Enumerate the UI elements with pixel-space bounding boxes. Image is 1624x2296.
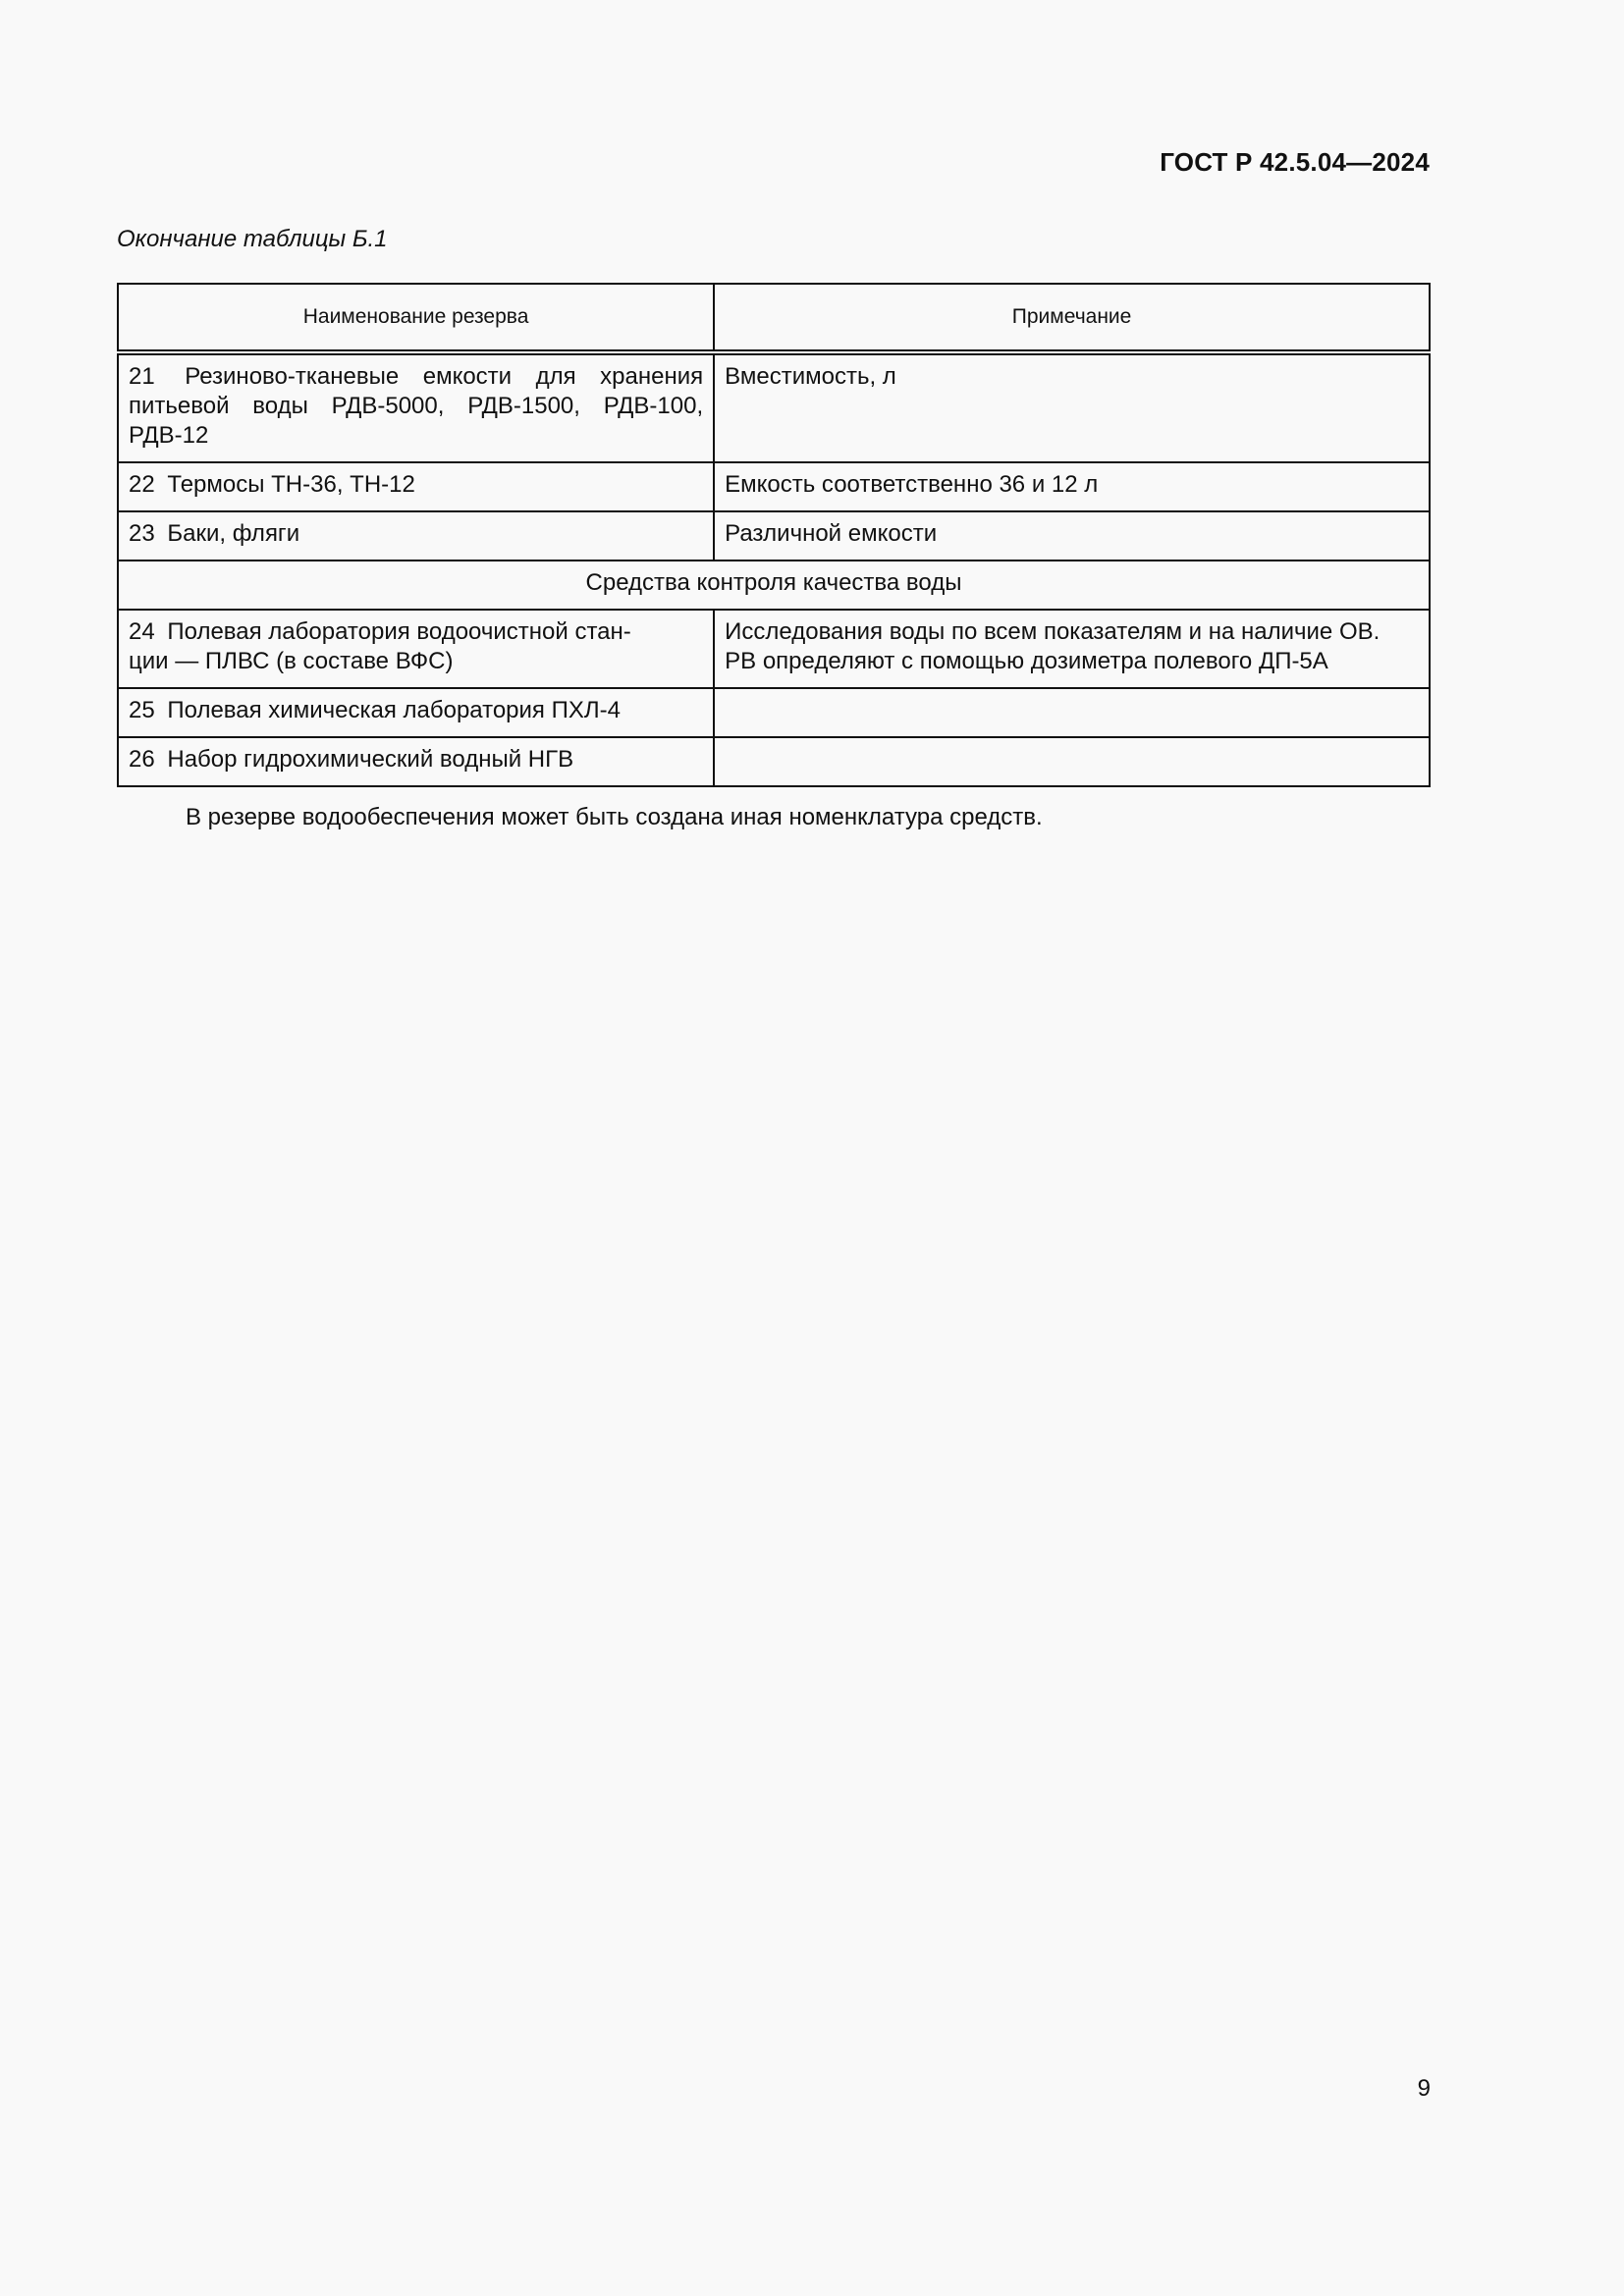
row-name-cell xyxy=(118,462,714,511)
column-header-note: Примечание xyxy=(714,284,1430,352)
table-row xyxy=(118,462,1430,511)
row-note-continued: РВ определяют с помощью дозиметра полевого ДП-5А xyxy=(725,648,1328,674)
row-name: Баки, фляги xyxy=(167,520,300,547)
row-note-cell: Вместимость, л xyxy=(714,352,1430,462)
row-name-cell xyxy=(118,737,714,786)
table-row xyxy=(118,511,1430,561)
row-name: Полевая химическая лаборатория ПХЛ-4 xyxy=(167,697,621,723)
table-row xyxy=(118,688,1430,737)
row-number: 22 xyxy=(129,471,155,498)
column-header-name: Наименование резерва xyxy=(118,284,714,352)
section-title: Средства контроля качества воды xyxy=(118,561,1430,610)
table-header-row xyxy=(118,284,1430,352)
document-code: ГОСТ Р 42.5.04—2024 xyxy=(1160,147,1430,177)
row-name-cell xyxy=(118,688,714,737)
row-note-cell: Различной емкости xyxy=(714,511,1430,561)
reserve-table xyxy=(117,283,1431,787)
row-number: 26 xyxy=(129,746,155,773)
row-number: 24 xyxy=(129,618,155,645)
row-number: 21 xyxy=(129,363,155,390)
row-name: Термосы ТН-36, ТН-12 xyxy=(167,471,415,498)
table-row xyxy=(118,610,1430,688)
row-name-cell xyxy=(118,352,714,462)
row-name-continued: ции — ПЛВС (в составе ВФС) xyxy=(129,648,454,674)
row-number: 23 xyxy=(129,520,155,547)
table-section-row xyxy=(118,561,1430,610)
page-number: 9 xyxy=(1417,2075,1431,2102)
row-note-cell xyxy=(714,688,1430,737)
row-note-cell: Емкость соответственно 36 и 12 л xyxy=(714,462,1430,511)
row-name: Набор гидрохимический водный НГВ xyxy=(167,746,574,773)
row-name: Полевая лаборатория водоочистной стан- xyxy=(167,618,631,645)
row-name: Резиново-тканевые емкости для хранения питьевой воды РДВ-5000, РДВ-1500, РДВ-100, РДВ-12 xyxy=(129,363,704,449)
table-row xyxy=(118,352,1430,462)
note-paragraph: В резерве водообеспечения может быть создана иная номенклатура средств. xyxy=(186,804,1043,830)
row-note-cell xyxy=(714,610,1430,688)
row-number: 25 xyxy=(129,697,155,723)
row-note-cell xyxy=(714,737,1430,786)
table-row xyxy=(118,737,1430,786)
table-caption: Окончание таблицы Б.1 xyxy=(117,226,388,252)
row-name-cell xyxy=(118,511,714,561)
row-note: Исследования воды по всем показателям и на наличие ОВ. xyxy=(725,618,1380,645)
row-name-cell xyxy=(118,610,714,688)
